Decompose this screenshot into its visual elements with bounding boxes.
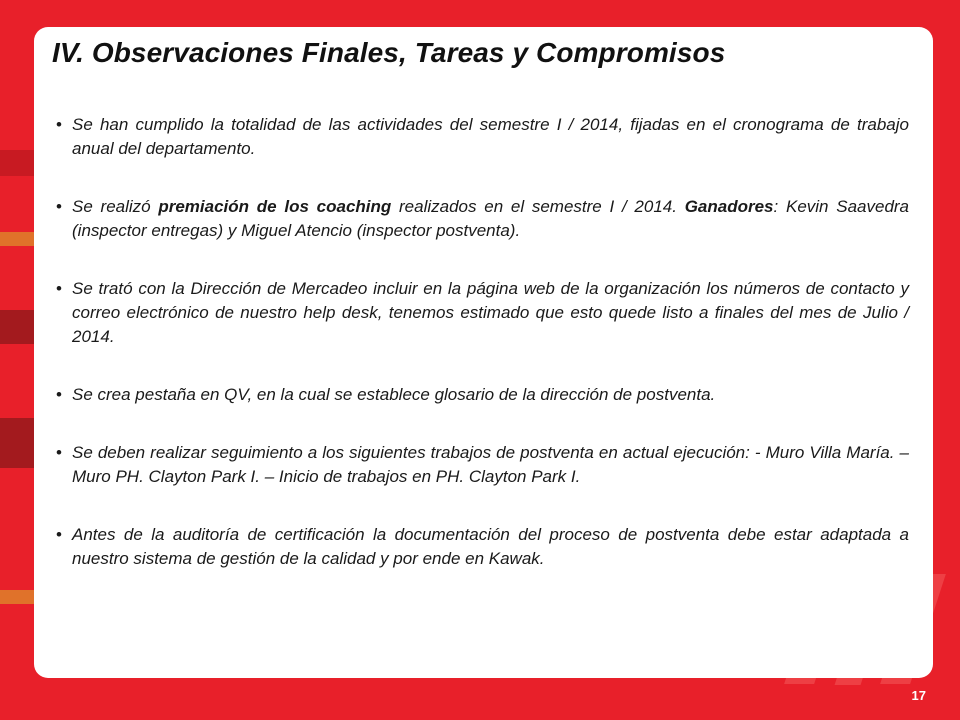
bullet-icon: •: [56, 197, 62, 216]
page-number: 17: [911, 688, 926, 703]
bullet-text: Se trató con la Dirección de Mercadeo incluir en la página web de la organización los números de contacto y correo electrónico de nuestro help desk, tenemos estimado que esto quede listo a finales del mes de Julio / 2014.: [72, 279, 909, 346]
bullet-item: [56, 113, 909, 161]
bullet-item: [56, 383, 909, 407]
bullet-text: realizados en el semestre I / 2014.: [391, 197, 685, 216]
edge-band-dark: [0, 150, 34, 176]
bullet-text: Se crea pestaña en QV, en la cual se establece glosario de la dirección de postventa.: [72, 385, 716, 404]
bullet-icon: •: [56, 115, 62, 134]
slide-title: IV. Observaciones Finales, Tareas y Compromisos: [52, 37, 726, 68]
bullet-icon: •: [56, 443, 62, 462]
bullet-text: Antes de la auditoría de certificación la documentación del proceso de postventa debe estar adaptada a nuestro sistema de gestión de la calidad y por ende en Kawak.: [72, 525, 909, 568]
edge-band-dark: [0, 310, 34, 344]
bullet-text: Se han cumplido la totalidad de las actividades del semestre I / 2014, fijadas en el cronograma de trabajo anual del departamento.: [72, 115, 909, 158]
bullet-text: Se realizó: [72, 197, 159, 216]
bullet-item: [56, 523, 909, 571]
bullet-text: : Kevin Saavedra (inspector entregas) y Miguel Atencio (inspector postventa).: [72, 197, 910, 240]
bullet-emphasis: premiación de los coaching: [158, 197, 392, 216]
edge-band-orange: [0, 232, 34, 246]
bullet-item: [56, 277, 909, 349]
slide-content-card: [34, 27, 933, 678]
bullet-text: Se deben realizar seguimiento a los siguientes trabajos de postventa en actual ejecución: - Muro Villa María. – Muro PH. Clayton Park I. – Inicio de trabajos en PH. Clayton Park I.: [72, 443, 909, 486]
edge-band-orange: [0, 590, 34, 604]
bullet-icon: •: [56, 385, 62, 404]
bullet-list: [56, 113, 910, 571]
bullet-icon: •: [56, 279, 62, 298]
bullet-icon: •: [56, 525, 62, 544]
bullet-item: [56, 441, 909, 489]
bullet-emphasis: Ganadores: [684, 197, 774, 216]
bullet-item: [56, 195, 910, 243]
edge-band-dark: [0, 418, 34, 468]
